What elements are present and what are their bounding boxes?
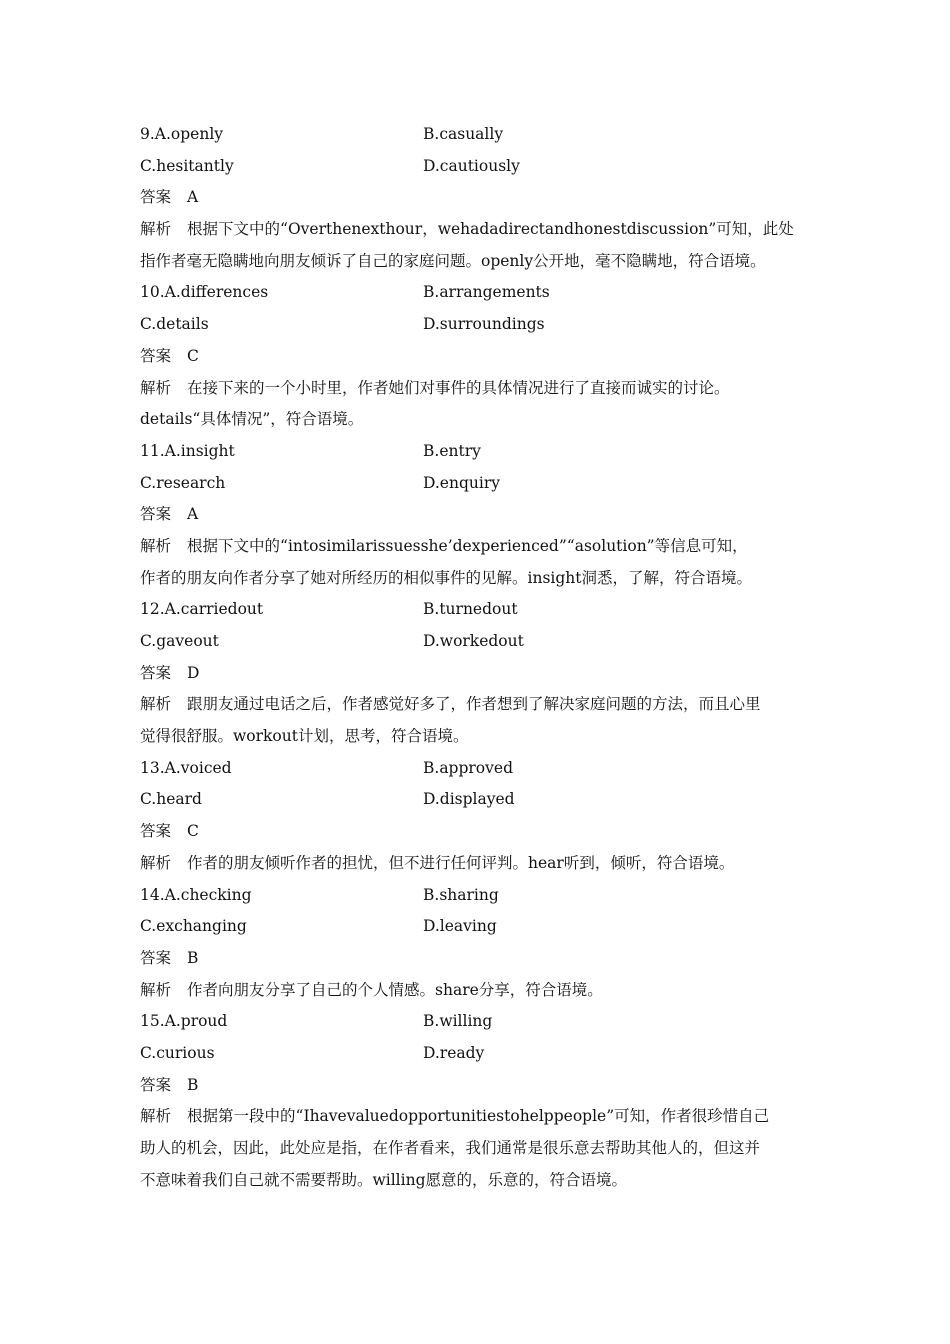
- explanation-label: 解析: [140, 980, 172, 999]
- option-b: B.entry: [423, 441, 481, 460]
- option-b: B.turnedout: [423, 600, 518, 619]
- explanation-label: 解析: [140, 536, 172, 555]
- options-row: [140, 277, 820, 309]
- explanation-text: 根据下文中的“Overthenexthour，wehadadirectandhonestdiscussion”可知，此处: [187, 220, 794, 239]
- explanation-line: [140, 563, 820, 595]
- explanation-text: 作者的朋友向作者分享了她对所经历的相似事件的见解。insight洞悉，了解，符合语境。: [140, 568, 752, 587]
- options-row: [140, 436, 820, 468]
- explanation-line: [140, 531, 820, 563]
- explanation-line: [140, 404, 820, 436]
- options-row: [140, 911, 820, 943]
- explanation-line: [140, 689, 820, 721]
- options-row: [140, 468, 820, 500]
- option-a: 10.A.differences: [140, 283, 269, 302]
- answer-label: 答案: [140, 188, 172, 207]
- answer-value: C: [187, 822, 199, 841]
- answer-line: [140, 943, 820, 975]
- answer-label: 答案: [140, 663, 172, 682]
- explanation-line: [140, 975, 820, 1007]
- explanation-line: [140, 1165, 820, 1197]
- option-d: D.ready: [423, 1043, 485, 1062]
- answer-label: 答案: [140, 1075, 172, 1094]
- explanation-text: 根据下文中的“intosimilarissuesshe’dexperienced”“asolution”等信息可知，: [187, 536, 748, 555]
- answer-label: 答案: [140, 822, 172, 841]
- option-c: C.heard: [140, 790, 202, 809]
- answer-line: [140, 182, 820, 214]
- explanation-line: [140, 214, 820, 246]
- question-block-q12: [140, 594, 820, 752]
- answer-line: [140, 341, 820, 373]
- options-row: [140, 880, 820, 912]
- explanation-text: 跟朋友通过电话之后，作者感觉好多了，作者想到了解决家庭问题的方法，而且心里: [187, 695, 761, 714]
- explanation-text: 在接下来的一个小时里，作者她们对事件的具体情况进行了直接而诚实的讨论。: [187, 378, 730, 397]
- question-block-q15: [140, 1006, 820, 1196]
- option-b: B.casually: [423, 125, 504, 143]
- option-c: C.hesitantly: [140, 156, 234, 175]
- answer-value: C: [187, 346, 199, 365]
- answer-label: 答案: [140, 948, 172, 967]
- explanation-line: [140, 1133, 820, 1165]
- explanation-text: 不意味着我们自己就不需要帮助。willing愿意的，乐意的，符合语境。: [140, 1170, 628, 1189]
- option-c: C.curious: [140, 1043, 215, 1062]
- options-row: [140, 119, 820, 151]
- option-c: C.gaveout: [140, 632, 219, 650]
- explanation-label: 解析: [140, 695, 172, 714]
- explanation-text: 作者的朋友倾听作者的担忧，但不进行任何评判。hear听到，倾听，符合语境。: [187, 853, 735, 872]
- option-a: 9.A.openly: [140, 125, 224, 143]
- answer-line: [140, 1070, 820, 1102]
- options-row: [140, 626, 820, 658]
- options-row: [140, 309, 820, 341]
- option-a: 15.A.proud: [140, 1012, 228, 1031]
- explanation-line: [140, 721, 820, 753]
- option-c: C.exchanging: [140, 917, 247, 936]
- explanation-label: 解析: [140, 220, 172, 239]
- options-row: [140, 594, 820, 626]
- option-d: D.enquiry: [423, 473, 500, 492]
- option-d: D.displayed: [423, 790, 515, 809]
- explanation-text: 觉得很舒服。workout计划，思考，符合语境。: [140, 727, 469, 746]
- option-b: B.arrangements: [423, 283, 550, 302]
- question-block-q11: [140, 436, 820, 594]
- option-b: B.approved: [423, 758, 513, 777]
- answer-line: [140, 658, 820, 690]
- option-a: 11.A.insight: [140, 441, 235, 460]
- answer-key-document: [140, 119, 820, 1196]
- answer-line: [140, 499, 820, 531]
- question-block-q14: [140, 880, 820, 1007]
- option-b: B.willing: [423, 1012, 493, 1031]
- question-block-q10: [140, 277, 820, 435]
- options-row: [140, 753, 820, 785]
- answer-value: A: [187, 505, 199, 524]
- explanation-text: 根据第一段中的“Ihavevaluedopportunitiestohelppeople”可知，作者很珍惜自己: [187, 1107, 770, 1126]
- answer-label: 答案: [140, 346, 172, 365]
- option-d: D.surroundings: [423, 315, 545, 334]
- option-a: 12.A.carriedout: [140, 600, 264, 619]
- answer-value: B: [187, 948, 199, 967]
- option-a: 14.A.checking: [140, 885, 252, 904]
- question-block-q13: [140, 753, 820, 880]
- option-d: D.workedout: [423, 632, 524, 650]
- option-a: 13.A.voiced: [140, 758, 232, 777]
- answer-line: [140, 816, 820, 848]
- explanation-line: [140, 373, 820, 405]
- explanation-text: 助人的机会，因此，此处应是指，在作者看来，我们通常是很乐意去帮助其他人的，但这并: [140, 1139, 761, 1157]
- option-b: B.sharing: [423, 885, 499, 904]
- question-block-q9: [140, 119, 820, 277]
- options-row: [140, 1038, 820, 1070]
- answer-value: B: [187, 1075, 199, 1094]
- options-row: [140, 784, 820, 816]
- options-row: [140, 1006, 820, 1038]
- options-row: [140, 151, 820, 183]
- explanation-line: [140, 848, 820, 880]
- option-d: D.leaving: [423, 917, 497, 936]
- explanation-text: 作者向朋友分享了自己的个人情感。share分享，符合语境。: [187, 980, 603, 999]
- answer-label: 答案: [140, 505, 172, 524]
- answer-value: A: [187, 188, 199, 207]
- option-d: D.cautiously: [423, 156, 520, 175]
- explanation-label: 解析: [140, 853, 172, 872]
- option-c: C.research: [140, 473, 226, 492]
- explanation-label: 解析: [140, 1107, 172, 1126]
- explanation-label: 解析: [140, 378, 172, 397]
- option-c: C.details: [140, 315, 209, 334]
- answer-value: D: [187, 663, 200, 682]
- explanation-line: [140, 1101, 820, 1133]
- explanation-line: [140, 246, 820, 278]
- explanation-text: details“具体情况”，符合语境。: [140, 410, 364, 429]
- explanation-text: 指作者毫无隐瞒地向朋友倾诉了自己的家庭问题。openly公开地，毫不隐瞒地，符合语境。: [140, 251, 766, 270]
